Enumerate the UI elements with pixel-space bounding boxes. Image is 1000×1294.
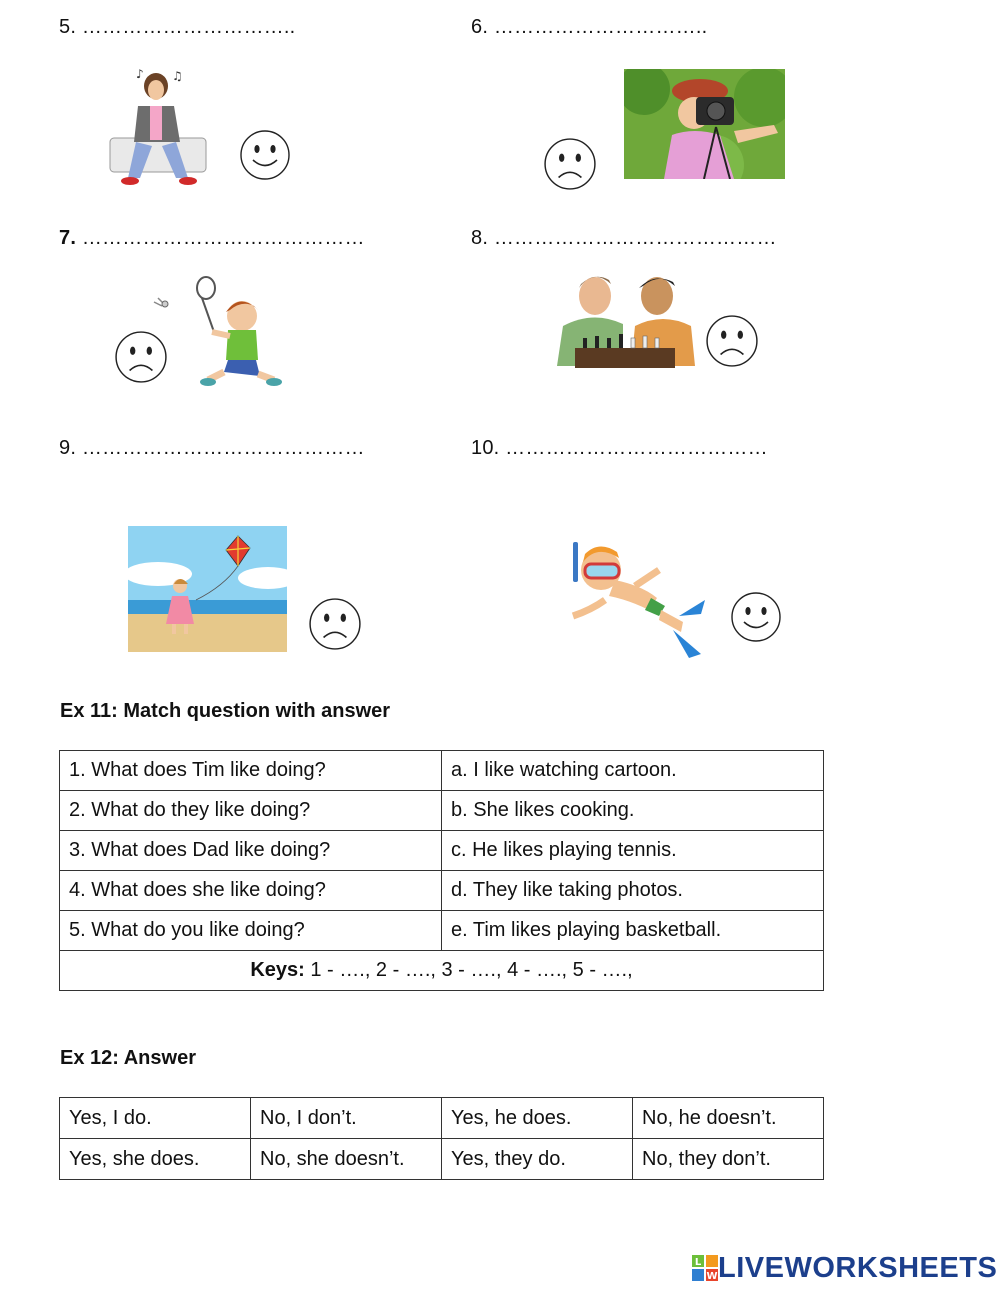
table-row xyxy=(60,1139,824,1180)
keys-cell[interactable] xyxy=(60,951,824,991)
table-row xyxy=(60,831,824,871)
answer-option: Yes, he does. xyxy=(442,1098,633,1139)
girl-flying-kite-picture xyxy=(128,526,287,652)
item-number: 8. xyxy=(471,227,489,249)
boy-listening-music-picture xyxy=(108,66,208,188)
answer-option: Yes, she does. xyxy=(60,1139,251,1180)
answer-blank[interactable]: ………………………….. xyxy=(81,16,296,38)
table-row xyxy=(60,791,824,831)
answer-cell: e. Tim likes playing basketball. xyxy=(442,911,824,951)
table-row xyxy=(60,871,824,911)
logo-letter-w: W xyxy=(706,1271,718,1281)
answer-option: No, he doesn’t. xyxy=(633,1098,824,1139)
brand-name: LIVEWORKSHEETS xyxy=(718,1252,998,1284)
ex11-title: Ex 11: Match question with answer xyxy=(60,700,391,722)
sad-face-icon xyxy=(308,597,362,651)
boy-playing-badminton-picture xyxy=(150,276,282,390)
happy-face-icon xyxy=(730,591,782,643)
answer-bank-table xyxy=(59,1097,824,1180)
answer-option: Yes, they do. xyxy=(442,1139,633,1180)
sad-face-icon xyxy=(543,137,597,191)
answer-blank[interactable]: …………………………………… xyxy=(493,227,777,249)
item-number: 10. xyxy=(471,437,500,459)
answer-cell: c. He likes playing tennis. xyxy=(442,831,824,871)
liveworksheets-logo[interactable] xyxy=(692,1253,997,1283)
keys-row xyxy=(60,951,824,991)
answer-blank[interactable]: …………………………………… xyxy=(81,437,365,459)
item-number: 5. xyxy=(59,16,77,38)
answer-option: Yes, I do. xyxy=(60,1098,251,1139)
answer-option: No, she doesn’t. xyxy=(251,1139,442,1180)
answer-blank[interactable]: ………………………………… xyxy=(505,437,768,459)
item-5-line xyxy=(59,16,295,39)
question-cell: 4. What does she like doing? xyxy=(60,871,442,911)
item-9-line xyxy=(59,437,365,460)
keys-label: Keys: xyxy=(250,959,305,981)
girl-taking-photo-picture xyxy=(624,69,785,179)
item-number: 7. xyxy=(59,227,77,249)
table-row xyxy=(60,1098,824,1139)
question-cell: 5. What do you like doing? xyxy=(60,911,442,951)
answer-cell: a. I like watching cartoon. xyxy=(442,751,824,791)
liveworksheets-logo-icon xyxy=(692,1255,718,1281)
svg-text:♪: ♪ xyxy=(136,67,144,81)
answer-cell: b. She likes cooking. xyxy=(442,791,824,831)
sad-face-icon xyxy=(705,314,759,368)
logo-letter-l: L xyxy=(694,1257,702,1268)
svg-text:♫: ♫ xyxy=(172,69,183,83)
answer-blank[interactable]: ………………………….. xyxy=(493,16,708,38)
happy-face-icon xyxy=(239,129,291,181)
keys-blanks[interactable]: 1 - …., 2 - …., 3 - …., 4 - …., 5 - …., xyxy=(304,959,633,981)
item-7-line xyxy=(59,227,365,250)
item-number: 6. xyxy=(471,16,489,38)
answer-option: No, they don’t. xyxy=(633,1139,824,1180)
item-8-line xyxy=(471,227,777,250)
answer-cell: d. They like taking photos. xyxy=(442,871,824,911)
ex12-title: Ex 12: Answer xyxy=(60,1047,196,1069)
boy-snorkeling-picture xyxy=(565,540,709,662)
question-cell: 2. What do they like doing? xyxy=(60,791,442,831)
men-playing-chess-picture xyxy=(553,266,697,370)
table-row xyxy=(60,911,824,951)
answer-option: No, I don’t. xyxy=(251,1098,442,1139)
question-cell: 3. What does Dad like doing? xyxy=(60,831,442,871)
item-10-line xyxy=(471,437,768,460)
answer-blank[interactable]: …………………………………… xyxy=(81,227,365,249)
table-row xyxy=(60,751,824,791)
question-cell: 1. What does Tim like doing? xyxy=(60,751,442,791)
item-number: 9. xyxy=(59,437,77,459)
match-table xyxy=(59,750,824,991)
item-6-line xyxy=(471,16,707,39)
